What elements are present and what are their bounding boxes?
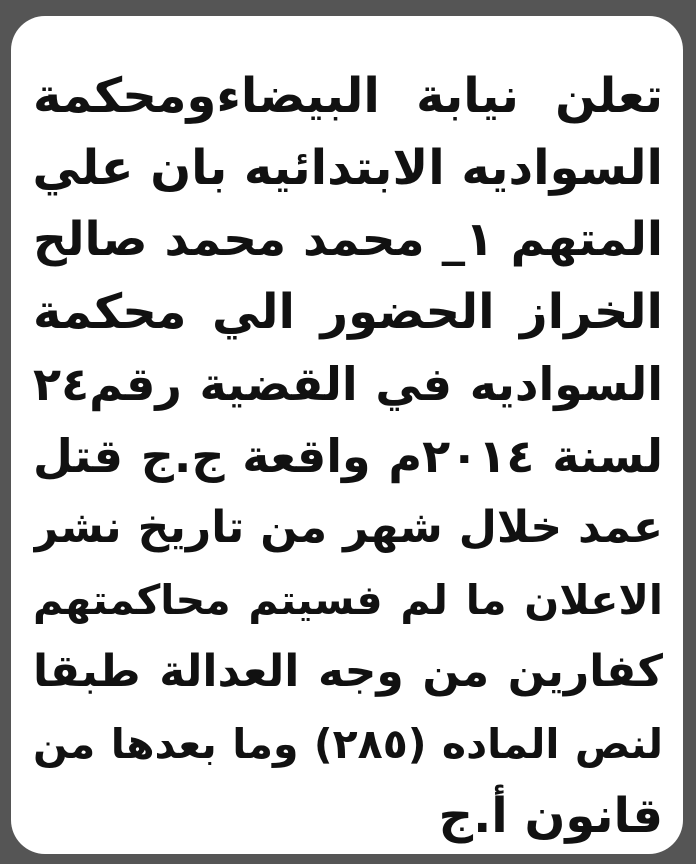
notice-line-4: الخراز الحضور الي محكمة [33, 284, 663, 340]
notice-line-9: كفارين من وجه العدالة طبقا [33, 646, 663, 697]
notice-line-8: الاعلان ما لم فسيتم محاكمتهم [33, 576, 663, 624]
notice-line-1: تعلن نيابة البيضاءومحكمة [33, 68, 663, 124]
notice-line-2: السواديه الابتدائيه بان علي [33, 140, 663, 196]
notice-line-5: السواديه في القضية رقم٢٤ [33, 357, 663, 411]
notice-text [33, 60, 663, 852]
notice-line-11: قانون أ.ج [438, 788, 663, 844]
notice-line-10: لنص الماده (٢٨٥) وما بعدها من [33, 720, 663, 768]
notice-line-6: لسنة ٢٠١٤م واقعة ج.ج قتل [33, 429, 663, 483]
notice-card [11, 16, 683, 854]
notice-line-7: عمد خلال شهر من تاريخ نشر [33, 502, 663, 553]
notice-line-3: المتهم ١_ محمد محمد صالح [33, 212, 663, 267]
